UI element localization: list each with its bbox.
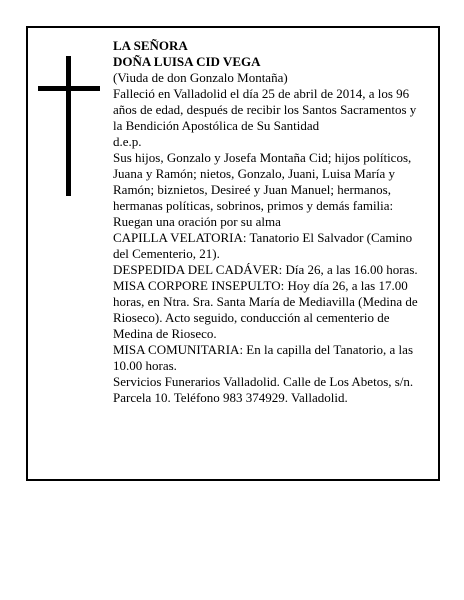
funeral-services-paragraph: Servicios Funerarios Valladolid. Calle de Los Abetos, s/n. Parcela 10. Teléfono 983 374929. Valladolid. bbox=[113, 374, 414, 405]
farewell-paragraph: DESPEDIDA DEL CADÁVER: Día 26, a las 16.00 horas. bbox=[113, 262, 418, 277]
obituary-text bbox=[113, 38, 419, 406]
community-mass-paragraph: MISA COMUNITARIA: En la capilla del Tanatorio, a las 10.00 horas. bbox=[113, 342, 414, 373]
mass-paragraph: MISA CORPORE INSEPULTO: Hoy día 26, a las 17.00 horas, en Ntra. Sra. Santa María de Mediavilla (Medina de Rioseco). Acto seguido, conducción al cementerio de Medina de Rioseco. bbox=[113, 278, 418, 341]
chapel-paragraph: CAPILLA VELATORIA: Tanatorio El Salvador (Camino del Cementerio, 21). bbox=[113, 230, 413, 261]
widow-of-line: (Viuda de don Gonzalo Montaña) bbox=[113, 70, 288, 85]
death-paragraph: Falleció en Valladolid el día 25 de abril de 2014, a los 96 años de edad, después de recibir los Santos Sacramentos y la Bendición Apostólica de Su Santidad bbox=[113, 86, 417, 133]
cross-icon bbox=[38, 56, 100, 196]
deceased-name: DOÑA LUISA CID VEGA bbox=[113, 54, 261, 69]
family-paragraph: Sus hijos, Gonzalo y Josefa Montaña Cid; hijos políticos, Juana y Ramón; nietos, Gonzalo, Juani, Luisa María y Ramón; biznietos, Desireé y Juan Manuel; hermanos, hermanas políticas, sobrinos, primos y demás familia: bbox=[113, 150, 412, 213]
title-line-1: LA SEÑORA bbox=[113, 38, 188, 53]
dep-line: d.e.p. bbox=[113, 134, 142, 149]
prayer-line: Ruegan una oración por su alma bbox=[113, 214, 281, 229]
